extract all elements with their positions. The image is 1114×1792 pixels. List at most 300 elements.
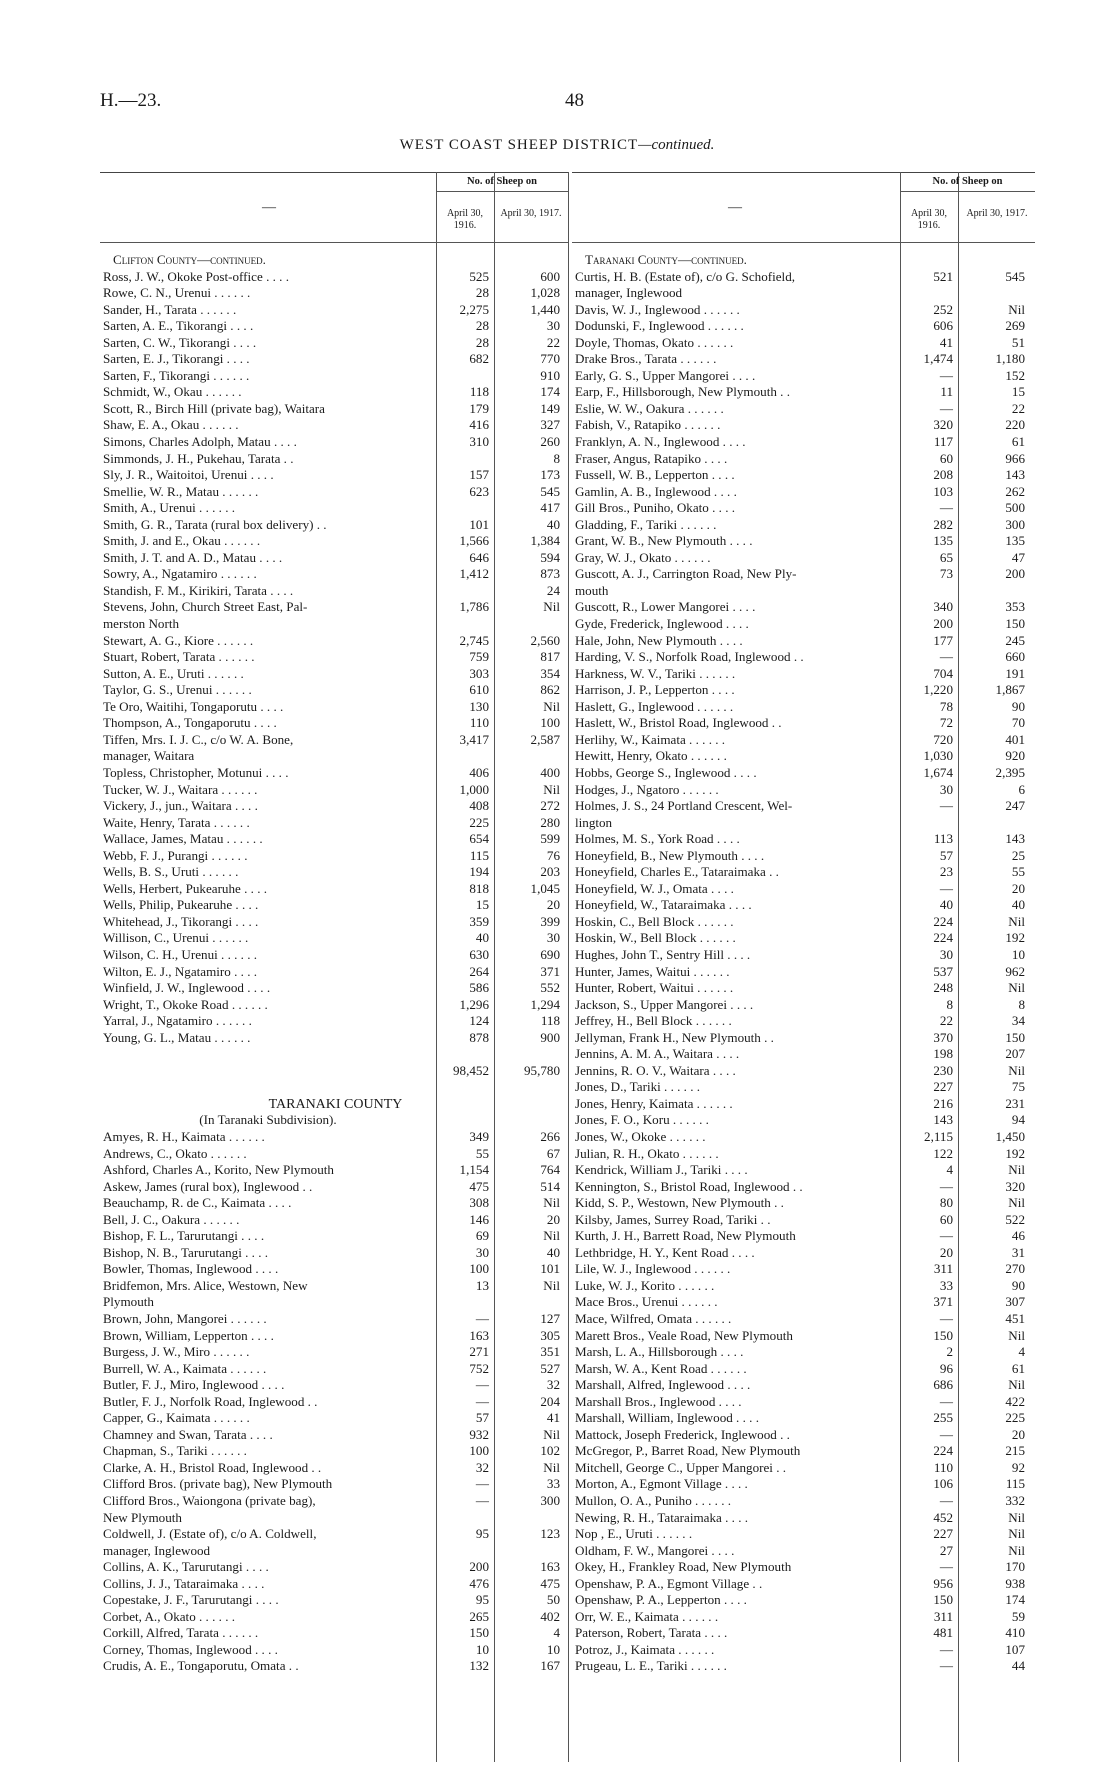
owner-name: Burgess, J. W., Miro . . . . . . — [103, 1344, 250, 1360]
sheep-1916: 124 — [469, 1013, 489, 1029]
table-row — [103, 831, 568, 848]
sheep-1917: 320 — [1005, 1178, 1025, 1194]
right-header-rule — [572, 242, 1035, 243]
table-row — [575, 1328, 1035, 1345]
sheep-1916: 752 — [469, 1360, 489, 1376]
sheep-1916: 30 — [939, 946, 953, 962]
owner-name: Marshall Bros., Inglewood . . . . — [575, 1393, 742, 1409]
sheep-1917: 40 — [1011, 897, 1025, 913]
sheep-1916: 586 — [469, 980, 489, 996]
sheep-1916: 96 — [939, 1360, 953, 1376]
sheep-1917: 4 — [553, 1625, 560, 1641]
sheep-1917: 61 — [1011, 434, 1025, 450]
sheep-1917: 2,560 — [530, 632, 560, 648]
sheep-1916: 194 — [469, 864, 489, 880]
owner-name: Herlihy, W., Kaimata . . . . . . — [575, 731, 726, 747]
owner-name: Collins, J. J., Tataraimaka . . . . — [103, 1575, 265, 1591]
right-column — [575, 252, 1035, 1675]
sheep-1916: 208 — [933, 467, 953, 483]
sheep-1916: 252 — [933, 301, 953, 317]
table-row — [575, 550, 1035, 567]
table-row — [575, 947, 1035, 964]
sheep-1916: — — [475, 1476, 489, 1492]
owner-name: Marshall, William, Inglewood . . . . — [575, 1410, 759, 1426]
owner-name: Ashford, Charles A., Korito, New Plymouth — [103, 1162, 334, 1178]
owner-name: Paterson, Robert, Tarata . . . . — [575, 1625, 728, 1641]
left-name-colhead: — — [262, 200, 276, 215]
owner-name: Holmes, J. S., 24 Portland Crescent, Wel- — [575, 798, 793, 814]
owner-name: Fabish, V., Ratapiko . . . . . . — [575, 417, 721, 433]
sheep-1917: 127 — [540, 1311, 560, 1326]
table-row — [575, 1394, 1035, 1411]
sheep-1917: 400 — [540, 764, 560, 780]
sheep-1916: 28 — [475, 318, 489, 334]
owner-name: Jones, Henry, Kaimata . . . . . . — [575, 1095, 733, 1111]
sheep-1916: 57 — [939, 847, 953, 863]
sheep-1916: 2 — [946, 1344, 953, 1360]
table-row — [103, 566, 568, 583]
owner-name: Sowry, A., Ngatamiro . . . . . . — [103, 566, 257, 582]
owner-name: Kendrick, William J., Tariki . . . . — [575, 1162, 748, 1178]
table-row — [575, 1410, 1035, 1427]
owner-name: Gill Bros., Puniho, Okato . . . . — [575, 500, 736, 516]
sheep-1917: 20 — [546, 1211, 560, 1227]
sheep-1917: 247 — [1005, 798, 1025, 814]
sheep-1916: 55 — [475, 1145, 489, 1161]
sheep-1917: 215 — [1005, 1443, 1025, 1459]
sheep-1916: 525 — [469, 268, 489, 284]
table-row — [575, 1592, 1035, 1609]
sheep-1917: 94 — [1011, 1112, 1025, 1128]
sheep-1917: Nil — [1008, 913, 1025, 929]
table-row — [575, 980, 1035, 997]
table-row — [103, 997, 568, 1014]
sheep-1917: 70 — [1011, 715, 1025, 731]
table-row — [575, 1543, 1035, 1560]
table-row — [103, 782, 568, 799]
sheep-1917: 118 — [540, 1013, 560, 1029]
table-row — [575, 1625, 1035, 1642]
sheep-1916: 2,115 — [924, 1128, 953, 1144]
owner-name: New Plymouth — [103, 1509, 182, 1525]
owner-name: Openshaw, P. A., Lepperton . . . . — [575, 1592, 747, 1608]
sheep-1916: 28 — [475, 285, 489, 301]
owner-name: Jones, D., Tariki . . . . . . — [575, 1079, 701, 1095]
table-row — [575, 1129, 1035, 1146]
sheep-1917: 862 — [540, 682, 560, 698]
sheep-1916: 340 — [933, 599, 953, 615]
sheep-1917: Nil — [543, 1277, 560, 1293]
section-heading — [103, 252, 568, 269]
sheep-1916: 98,452 — [452, 1062, 489, 1078]
table-row — [575, 1658, 1035, 1675]
table-row — [103, 1328, 568, 1345]
sheep-1917: 451 — [1005, 1311, 1025, 1326]
owner-name: Amyes, R. H., Kaimata . . . . . . — [103, 1128, 265, 1144]
owner-name: Crudis, A. E., Tongaporutu, Omata . . — [103, 1658, 299, 1674]
table-row — [575, 467, 1035, 484]
table-row — [575, 1278, 1035, 1295]
sheep-1916: 198 — [933, 1046, 953, 1062]
sheep-1916: 101 — [469, 516, 489, 532]
table-row — [103, 1228, 568, 1245]
owner-name: Honeyfield, B., New Plymouth . . . . — [575, 847, 765, 863]
table-row — [103, 318, 568, 335]
table-row — [575, 335, 1035, 352]
owner-name: Wells, Philip, Pukearuhe . . . . — [103, 897, 259, 913]
sheep-1917: 514 — [540, 1178, 560, 1194]
owner-name: Harrison, J. P., Lepperton . . . . — [575, 682, 735, 698]
owner-name: Kurth, J. H., Barrett Road, New Plymouth — [575, 1228, 796, 1244]
owner-name: Potroz, J., Kaimata . . . . . . — [575, 1641, 715, 1657]
sheep-1917: 552 — [540, 980, 560, 996]
owner-name: Hodges, J., Ngatoro . . . . . . — [575, 781, 719, 797]
sheep-1916: 146 — [469, 1211, 489, 1227]
table-row — [103, 434, 568, 451]
sheep-1917: 152 — [1005, 367, 1025, 383]
sheep-1917: 76 — [546, 847, 560, 863]
sheep-1917: 690 — [540, 946, 560, 962]
owner-name: Corkill, Alfred, Tarata . . . . . . — [103, 1625, 259, 1641]
owner-name: manager, Inglewood — [103, 1542, 211, 1558]
owner-name: manager, Waitara — [103, 748, 195, 764]
sheep-1916: 40 — [939, 897, 953, 913]
sheep-1917: 163 — [540, 1559, 560, 1575]
table-row — [103, 1013, 568, 1030]
sheep-1917: 300 — [1005, 516, 1025, 532]
left-colhead-1916: April 30, 1916. — [446, 208, 484, 231]
sheep-1916: 265 — [469, 1608, 489, 1624]
sheep-1916: 2,745 — [459, 632, 489, 648]
sheep-1917: 150 — [1005, 616, 1025, 632]
owner-name: Whitehead, J., Tikorangi . . . . — [103, 913, 259, 929]
owner-name: Doyle, Thomas, Okato . . . . . . — [575, 334, 734, 350]
sheep-1917: Nil — [543, 1459, 560, 1475]
sheep-1916: 95 — [475, 1592, 489, 1608]
sheep-1917: 174 — [540, 384, 560, 400]
owner-name: Wells, B. S., Uruti . . . . . . — [103, 864, 239, 880]
table-row — [103, 1046, 568, 1063]
table-row — [103, 699, 568, 716]
sheep-1916: 310 — [469, 434, 489, 450]
sheep-1916: 4 — [946, 1162, 953, 1178]
table-row — [103, 1543, 568, 1560]
sheep-1917: 594 — [540, 549, 560, 565]
table-row — [575, 1063, 1035, 1080]
sheep-1916: — — [939, 1393, 953, 1409]
table-row — [103, 451, 568, 468]
sheep-1917: Nil — [543, 698, 560, 714]
sheep-1916: 654 — [469, 831, 489, 847]
table-row — [575, 666, 1035, 683]
owner-name: Openshaw, P. A., Egmont Village . . — [575, 1575, 763, 1591]
sheep-1916: 65 — [939, 549, 953, 565]
table-row — [575, 583, 1035, 600]
table-row — [103, 1079, 568, 1096]
owner-name: Taranaki County—continued. — [585, 252, 747, 267]
owner-name: Hewitt, Henry, Okato . . . . . . — [575, 748, 727, 764]
table-row — [103, 1493, 568, 1510]
table-row — [575, 384, 1035, 401]
sheep-1916: 475 — [469, 1178, 489, 1194]
sheep-1917: Nil — [1008, 1195, 1025, 1211]
sheep-1916: 704 — [933, 665, 953, 681]
sheep-1917: 46 — [1011, 1228, 1025, 1244]
owner-name: Gray, W. J., Okato . . . . . . — [575, 549, 711, 565]
owner-name: Harding, V. S., Norfolk Road, Inglewood . . — [575, 649, 804, 665]
table-row — [103, 1526, 568, 1543]
sheep-1916: 118 — [469, 384, 489, 400]
owner-name: Gamlin, A. B., Inglewood . . . . — [575, 483, 737, 499]
sheep-1917: 1,867 — [995, 682, 1025, 698]
owner-name: Smith, J. and E., Okau . . . . . . — [103, 533, 261, 549]
sheep-1917: 107 — [1005, 1641, 1025, 1657]
table-row — [103, 980, 568, 997]
sheep-1916: — — [939, 1178, 953, 1194]
sheep-1916: 521 — [933, 268, 953, 284]
table-row — [103, 368, 568, 385]
sheep-1916: 57 — [475, 1410, 489, 1426]
table-row — [103, 1129, 568, 1146]
table-row — [103, 1361, 568, 1378]
sheep-1917: Nil — [1008, 1509, 1025, 1525]
sheep-1916: 224 — [933, 913, 953, 929]
sheep-1916: 282 — [933, 516, 953, 532]
sheep-1916: 308 — [469, 1195, 489, 1211]
table-row — [103, 1625, 568, 1642]
owner-name: Bell, J. C., Oakura . . . . . . — [103, 1211, 240, 1227]
owner-name: Nop , E., Uruti . . . . . . — [575, 1526, 693, 1542]
table-row — [103, 798, 568, 815]
owner-name: Smith, G. R., Tarata (rural box delivery) . . — [103, 516, 327, 532]
owner-name: Haslett, G., Inglewood . . . . . . — [575, 698, 734, 714]
sheep-1917: 75 — [1011, 1079, 1025, 1095]
sheep-1917: 307 — [1005, 1294, 1025, 1310]
sheep-1917: 1,180 — [995, 351, 1025, 367]
owner-name: Hoskin, W., Bell Block . . . . . . — [575, 930, 736, 946]
sheep-1917: 231 — [1005, 1095, 1025, 1111]
table-row — [575, 1030, 1035, 1047]
table-row — [575, 484, 1035, 501]
sheep-1916: 759 — [469, 649, 489, 665]
owner-name: Earp, F., Hillsborough, New Plymouth . . — [575, 384, 790, 400]
sheep-1916: 878 — [469, 1029, 489, 1045]
owner-name: Burrell, W. A., Kaimata . . . . . . — [103, 1360, 267, 1376]
table-row — [575, 1195, 1035, 1212]
sheep-1917: 262 — [1005, 483, 1025, 499]
sheep-1917: 100 — [540, 715, 560, 731]
sheep-1917: 660 — [1005, 649, 1025, 665]
sheep-1917: 600 — [540, 268, 560, 284]
table-row — [103, 848, 568, 865]
sheep-1916: — — [939, 1658, 953, 1674]
section-heading — [103, 1112, 568, 1129]
sheep-1916: 22 — [939, 1013, 953, 1029]
table-row — [103, 1476, 568, 1493]
table-row — [103, 1609, 568, 1626]
owner-name: Oldham, F. W., Mangorei . . . . — [575, 1542, 735, 1558]
table-row — [575, 1377, 1035, 1394]
sheep-1917: 475 — [540, 1575, 560, 1591]
sheep-1917: 270 — [1005, 1261, 1025, 1277]
table-row — [575, 881, 1035, 898]
owner-name: Sarten, F., Tikorangi . . . . . . — [103, 367, 250, 383]
sheep-1917: 351 — [540, 1344, 560, 1360]
table-row — [103, 1212, 568, 1229]
table-row — [575, 351, 1035, 368]
sheep-1917: Nil — [1008, 980, 1025, 996]
sheep-1916: 60 — [939, 1211, 953, 1227]
sheep-1917: 51 — [1011, 334, 1025, 350]
center-divider — [568, 172, 569, 1762]
table-row — [103, 550, 568, 567]
owner-name: Harkness, W. V., Tariki . . . . . . — [575, 665, 736, 681]
owner-name: Jellyman, Frank H., New Plymouth . . — [575, 1029, 774, 1045]
sheep-1916: 623 — [469, 483, 489, 499]
sheep-1917: 102 — [540, 1443, 560, 1459]
sheep-1916: 100 — [469, 1261, 489, 1277]
table-row — [575, 1493, 1035, 1510]
owner-name: Bishop, F. L., Tarurutangi . . . . — [103, 1228, 265, 1244]
sheep-1917: 115 — [1005, 1476, 1025, 1492]
sheep-1916: 606 — [933, 318, 953, 334]
sheep-1917: 245 — [1005, 632, 1025, 648]
total-row — [103, 1063, 568, 1080]
report-reference: H.—23. — [100, 90, 162, 111]
sheep-1917: 41 — [546, 1410, 560, 1426]
sheep-1917: 170 — [1005, 1559, 1025, 1575]
section-heading — [103, 1096, 568, 1113]
sheep-1916: 720 — [933, 731, 953, 747]
owner-name: Wilson, C. H., Urenui . . . . . . — [103, 946, 258, 962]
right-colhead-1916: April 30, 1916. — [910, 208, 948, 231]
sheep-1916: 60 — [939, 450, 953, 466]
owner-name: Smith, A., Urenui . . . . . . — [103, 500, 236, 516]
sheep-1917: 527 — [540, 1360, 560, 1376]
table-row — [575, 748, 1035, 765]
table-row — [575, 616, 1035, 633]
owner-name: Sarten, E. J., Tikorangi . . . . — [103, 351, 250, 367]
sheep-1917: Nil — [1008, 1327, 1025, 1343]
sheep-1916: 78 — [939, 698, 953, 714]
owner-name: Fraser, Angus, Ratapiko . . . . — [575, 450, 728, 466]
sheep-1917: 399 — [540, 913, 560, 929]
sheep-1917: Nil — [1008, 1062, 1025, 1078]
sheep-1916: 28 — [475, 334, 489, 350]
sheep-1916: 73 — [939, 566, 953, 582]
owner-name: Jennins, R. O. V., Waitara . . . . — [575, 1062, 736, 1078]
sheep-1917: 20 — [546, 897, 560, 913]
sheep-1917: 167 — [540, 1658, 560, 1674]
owner-name: Gladding, F., Tariki . . . . . . — [575, 516, 717, 532]
table-row — [103, 500, 568, 517]
sheep-1916: 452 — [933, 1509, 953, 1525]
sheep-1916: — — [939, 798, 953, 814]
sheep-1916: 23 — [939, 864, 953, 880]
sheep-1916: 40 — [475, 930, 489, 946]
owner-name: Fussell, W. B., Lepperton . . . . — [575, 467, 735, 483]
owner-name: Sarten, A. E., Tikorangi . . . . — [103, 318, 254, 334]
owner-name: Vickery, J., jun., Waitara . . . . — [103, 798, 258, 814]
sheep-1917: 966 — [1005, 450, 1025, 466]
title-continued: —continued. — [638, 137, 715, 153]
owner-name: Smellie, W. R., Matau . . . . . . — [103, 483, 259, 499]
table-row — [103, 1642, 568, 1659]
owner-name: Andrews, C., Okato . . . . . . — [103, 1145, 247, 1161]
table-row — [103, 930, 568, 947]
table-row — [103, 384, 568, 401]
table-row — [103, 1658, 568, 1675]
owner-name: Bridfemon, Mrs. Alice, Westown, New — [103, 1277, 308, 1293]
page-number: 48 — [565, 90, 584, 111]
owner-name: Morton, A., Egmont Village . . . . — [575, 1476, 748, 1492]
sheep-1916: 406 — [469, 764, 489, 780]
sheep-1916: 320 — [933, 417, 953, 433]
table-row — [575, 417, 1035, 434]
sheep-1917: 31 — [1011, 1244, 1025, 1260]
table-row — [103, 1443, 568, 1460]
sheep-1916: 255 — [933, 1410, 953, 1426]
sheep-1917: Nil — [543, 1195, 560, 1211]
owner-name: Hale, John, New Plymouth . . . . — [575, 632, 743, 648]
sheep-1917: 938 — [1005, 1575, 1025, 1591]
owner-name: Stewart, A. G., Kiore . . . . . . — [103, 632, 254, 648]
sheep-1916: 610 — [469, 682, 489, 698]
sheep-1917: 67 — [546, 1145, 560, 1161]
sheep-1917: 192 — [1005, 1145, 1025, 1161]
sheep-1917: 203 — [540, 864, 560, 880]
table-row — [575, 1361, 1035, 1378]
sheep-1916: — — [939, 880, 953, 896]
owner-name: Jennins, A. M. A., Waitara . . . . — [575, 1046, 740, 1062]
sheep-1916: 163 — [469, 1327, 489, 1343]
table-row — [575, 1476, 1035, 1493]
sheep-1917: 22 — [1011, 400, 1025, 416]
table-row — [103, 302, 568, 319]
sheep-1916: — — [939, 1641, 953, 1657]
table-row — [575, 517, 1035, 534]
sheep-1917: 280 — [540, 814, 560, 830]
owner-name: Clifton County—continued. — [113, 252, 266, 267]
owner-name: Lethbridge, H. Y., Kent Road . . . . — [575, 1244, 755, 1260]
owner-name: McGregor, P., Barret Road, New Plymouth — [575, 1443, 801, 1459]
sheep-1916: 416 — [469, 417, 489, 433]
sheep-1916: — — [939, 649, 953, 665]
sheep-1916: 132 — [469, 1658, 489, 1674]
owner-name: Rowe, C. N., Urenui . . . . . . — [103, 285, 251, 301]
owner-name: Kidd, S. P., Westown, New Plymouth . . — [575, 1195, 784, 1211]
owner-name: Tucker, W. J., Waitara . . . . . . — [103, 781, 258, 797]
table-row — [103, 1377, 568, 1394]
table-row — [575, 1179, 1035, 1196]
table-row — [575, 997, 1035, 1014]
table-row — [575, 682, 1035, 699]
sheep-1917: 770 — [540, 351, 560, 367]
table-row — [103, 1410, 568, 1427]
owner-name: Marshall, Alfred, Inglewood . . . . — [575, 1377, 751, 1393]
table-row — [575, 831, 1035, 848]
table-row — [575, 649, 1035, 666]
table-row — [575, 930, 1035, 947]
table-row — [575, 1642, 1035, 1659]
sheep-1916: 95 — [475, 1526, 489, 1542]
owner-name: Wells, Herbert, Pukearuhe . . . . — [103, 880, 268, 896]
sheep-1917: 873 — [540, 566, 560, 582]
owner-name: Scott, R., Birch Hill (private bag), Waitara — [103, 400, 325, 416]
sheep-1917: 33 — [546, 1476, 560, 1492]
sheep-1916: 150 — [933, 1592, 953, 1608]
owner-name: Corney, Thomas, Inglewood . . . . — [103, 1641, 278, 1657]
